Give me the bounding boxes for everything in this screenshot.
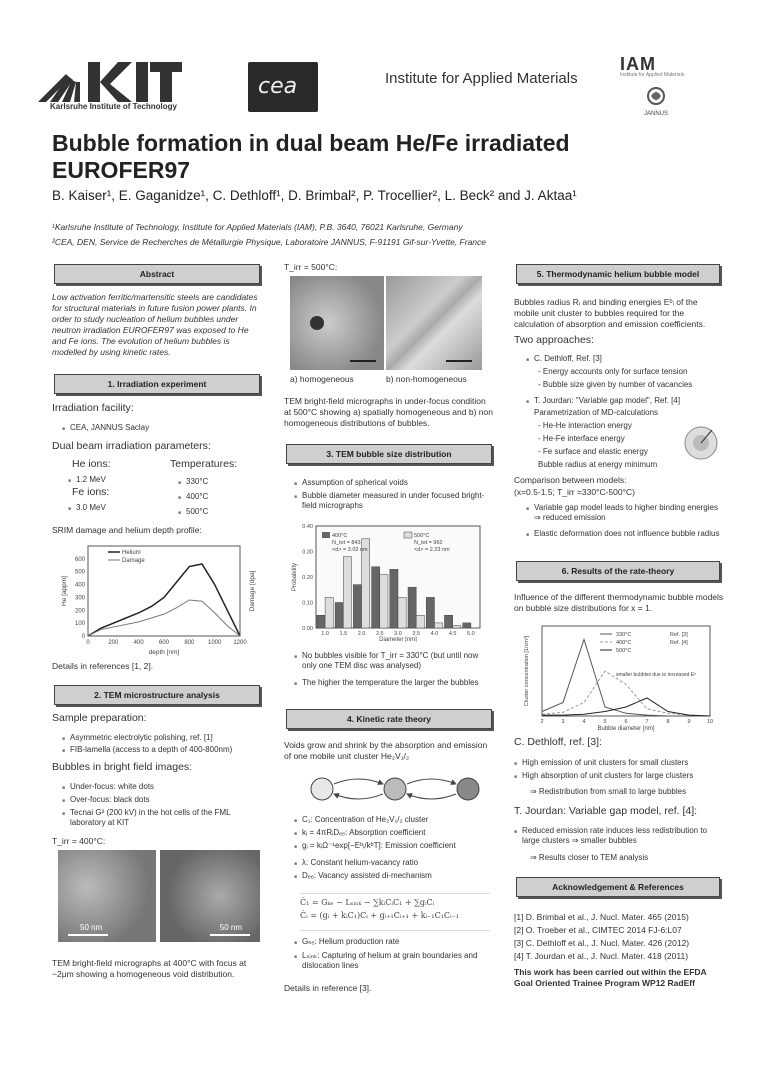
temp-330: ■ 330°C	[186, 477, 208, 487]
srim-ytick: 100	[74, 621, 85, 628]
facility-heading: Irradiation facility:	[52, 402, 134, 414]
details-refs: Details in references [1, 2].	[52, 661, 154, 671]
he-energy: ■ 1.2 MeV	[76, 475, 106, 485]
abstract-text: Low activation ferritic/martensitic steels are candidates for structural materials in future fusion power plants. In order to study nucleation of helium bubbles under neutron irradiation EUROFER97 was exposed to He and Fe ions. The evolution of helium bubbles is modelled by using kinetic rates.	[52, 292, 258, 357]
section5-header: 5. Thermodynamic helium bubble model	[516, 264, 720, 284]
hist-bar	[426, 597, 434, 628]
ref-1: [1] D. Brimbal et al., J. Nucl. Mater. 465 (2015)	[514, 912, 689, 922]
jourdan-1: ■ Reduced emission rate induces less redistribution to large clusters ⇒ smaller bubbles	[522, 826, 722, 846]
hist-xtick: 4.5	[448, 631, 457, 637]
two-approaches: Two approaches:	[514, 334, 594, 346]
hist-ylabel: Probability	[292, 562, 298, 592]
label-non-homogeneous: b) non-homogeneous	[386, 374, 467, 384]
approach-1: ■ C. Dethloff, Ref. [3]	[534, 354, 602, 364]
dethloff-3: ⇒ Redistribution from small to large bubbles	[530, 787, 687, 796]
hist-bar	[444, 615, 452, 628]
jannus-logo: JANNUS	[643, 86, 669, 116]
hist-bar	[463, 623, 471, 628]
prep-item-1: ■ Asymmetric electrolytic polishing, ref. [1]	[70, 733, 213, 743]
bubbles-heading: Bubbles in bright field images:	[52, 761, 193, 773]
hist-xtick: 3.5	[412, 631, 421, 637]
precipitate	[310, 316, 324, 330]
temp-400: ■ 400°C	[186, 492, 208, 502]
srim-xlabel: depth [nm]	[148, 649, 180, 656]
rate-xtick: 6	[624, 719, 628, 725]
params-heading: Dual beam irradiation parameters:	[52, 440, 211, 452]
srim-legend-dmg: Damage	[122, 558, 145, 564]
hist-ytick: 0.40	[302, 524, 313, 530]
scale-bar-2	[210, 934, 250, 936]
ref-2: [2] O. Troeber et al., CIMTEC 2014 FJ-6:L07	[514, 925, 682, 935]
srim-xtick: 800	[184, 640, 195, 646]
bubble-item-3: ■ Tecnai G² (200 kV) in the hot cells of the FML laboratory at KIT	[70, 808, 265, 828]
srim-ytick: 500	[74, 569, 85, 576]
hist-legend-1-d: <d> = 3.02 nm	[332, 547, 368, 553]
s6-text: Influence of the different thermodynamic bubble models on bubble size distributions for x = 1.	[514, 592, 724, 613]
comparison-1: ■ Variable gap model leads to higher binding energies ⇒ reduced emission	[534, 503, 722, 523]
bubble-model-icon	[680, 422, 722, 464]
hist-bar	[398, 597, 406, 628]
approach-1b: - Bubble size given by number of vacancies	[538, 380, 693, 389]
prep-heading: Sample preparation:	[52, 712, 147, 724]
jourdan-heading: T. Jourdan: Variable gap model, ref. [4]:	[514, 805, 698, 817]
caption-400: TEM bright-field micrographs at 400°C with focus at −2μm showing a homogeneous void distribution.	[52, 958, 247, 979]
scale-bar-1	[68, 934, 108, 936]
approach-2a: Parametrization of MD-calculations	[534, 408, 659, 417]
tirr-400-label: T_irr = 400°C:	[52, 836, 106, 846]
micrograph-500-a	[290, 276, 384, 370]
s3-item-3: ■ No bubbles visible for T_irr = 330°C (but until now only one TEM disc was analysed)	[302, 651, 492, 671]
rate-xtick: 4	[582, 719, 586, 725]
hist-xtick: 1.5	[339, 631, 348, 637]
hist-bar	[380, 574, 388, 628]
srim-ylabel-l: He [appm]	[61, 576, 68, 606]
dethloff-1: ■ High emission of unit clusters for small clusters	[522, 758, 688, 768]
rate-legend-1: 400°C	[616, 640, 632, 646]
k-item-6: ■ Gₕₑ: Helium production rate	[302, 937, 399, 947]
rate-ref-1: Ref. [3]	[670, 632, 688, 638]
details-ref3: Details in reference [3].	[284, 983, 372, 993]
srim-ytick: 600	[74, 556, 85, 563]
approach-2: ■ T. Jourdan: "Variable gap model", Ref. [4]	[534, 396, 680, 406]
hist-bar	[353, 585, 361, 628]
section3-header: 3. TEM bubble size distribution	[286, 444, 492, 464]
hist-ytick: 0.00	[302, 626, 313, 632]
srim-xtick: 200	[108, 640, 119, 646]
section6-header: 6. Results of the rate-theory	[516, 561, 720, 581]
comparison-params: (x=0.5-1.5; T_irr =330°C-500°C)	[514, 487, 635, 497]
hist-legend-1-swatch	[322, 532, 330, 538]
hist-bar	[317, 615, 325, 628]
jourdan-2: ⇒ Results closer to TEM analysis	[530, 853, 649, 862]
hist-bar	[453, 625, 461, 628]
section2-header: 2. TEM microstructure analysis	[54, 685, 260, 705]
bubble-size-histogram	[290, 520, 490, 642]
hist-bar	[434, 623, 442, 628]
hist-legend-2: 500°C	[414, 533, 430, 539]
fe-energy: ■ 3.0 MeV	[76, 503, 106, 513]
s3-item-1: ■ Assumption of spherical voids	[302, 478, 408, 488]
k-item-7: ■ Lₛᵢₙₖ: Capturing of helium at grain boundaries and dislocation lines	[302, 951, 492, 971]
hist-xtick: 5.0	[467, 631, 475, 637]
comparison-2: ■ Elastic deformation does not influence bubble radius	[534, 529, 722, 539]
rate-ref-2: Ref. [4]	[670, 640, 688, 646]
srim-chart	[58, 538, 258, 658]
label-homogeneous: a) homogeneous	[290, 374, 354, 384]
prep-item-2: ■ FIB-lamella (access to a depth of 400-800nm)	[70, 745, 232, 755]
rate-xtick: 10	[706, 719, 714, 725]
rate-equations: Ċ₁ = Gₖₑ − Lₛᵢₙₖ − ∑kᵢCᵢC₁ + ∑gᵢCᵢ Ċᵢ = (gᵢ + kᵢC₁)Cᵢ + gᵢ₊₁Cᵢ₊₁ + kᵢ₋₁C₁Cᵢ₋₁	[300, 893, 490, 931]
srim-ylabel-r: Damage [dpa]	[249, 570, 256, 612]
abstract-header: Abstract	[54, 264, 260, 284]
srim-xtick: 1200	[233, 640, 247, 646]
rate-xtick: 8	[666, 719, 670, 725]
ack-text: This work has been carried out within the EFDA Goal Oriented Trainee Program WP12 RadEff	[514, 967, 707, 988]
hist-bar	[390, 569, 398, 628]
srim-xtick: 0	[86, 640, 90, 646]
rate-xtick: 5	[603, 719, 607, 725]
rate-xtick: 3	[561, 719, 565, 725]
rate-note: smaller bubbles due to increased Eᵇ	[616, 672, 696, 678]
srim-legend-he: Helium	[122, 550, 141, 556]
fe-ions-label: Fe ions:	[72, 486, 110, 498]
srim-ytick: 0	[81, 634, 85, 640]
hist-ytick: 0.20	[302, 575, 313, 581]
hist-xtick: 2.5	[375, 631, 384, 637]
ref-4: [4] T. Jourdan et al., J. Nucl. Mater. 418 (2011)	[514, 951, 689, 961]
hist-legend-2-d: <d> = 2.23 nm	[414, 547, 450, 553]
s3-item-2: ■ Bubble diameter measured in under focused bright-field micrographs	[302, 491, 492, 511]
ref-3: [3] C. Dethloff et al., J. Nucl. Mater. 426 (2012)	[514, 938, 690, 948]
authors: B. Kaiser¹, E. Gaganidze¹, C. Dethloff¹, D. Brimbal², P. Trocellier², L. Beck² and J. Aktaa¹	[52, 188, 577, 203]
srim-line-1	[88, 600, 240, 636]
temperatures-label: Temperatures:	[170, 458, 238, 470]
hist-legend-1: 400°C	[332, 533, 348, 539]
hist-xtick: 3.0	[394, 631, 402, 637]
rate-ylabel: Cluster concentration [1/cm³]	[524, 635, 530, 707]
kinetic-diagram	[300, 768, 490, 810]
srim-ytick: 200	[74, 608, 85, 615]
section1-header: 1. Irradiation experiment	[54, 374, 260, 394]
srim-line-0	[88, 564, 240, 636]
k-item-3: ■ gᵢ = kᵢΩ⁻¹exp[−Eᵇᵢ/kᵇT]: Emission coefficient	[302, 841, 456, 851]
caption-500: TEM bright-field micrographs in under-focus condition at 500°C showing a) spatially homogeneous and b) non homogeneous distributions of bubbles.	[284, 396, 493, 428]
micrograph-400-underfocus: 50 nm	[58, 850, 156, 942]
hist-xlabel: Diameter [nm]	[379, 637, 417, 642]
rate-xtick: 9	[687, 719, 691, 725]
approach-2e: Bubble radius at energy minimum	[538, 460, 658, 469]
scale-bar-3	[350, 360, 376, 362]
approach-2b: - He-He interaction energy	[538, 421, 632, 430]
comparison: Comparison between models:	[514, 475, 627, 485]
srim-ytick: 300	[74, 595, 85, 602]
micrograph-400-overfocus: 50 nm	[160, 850, 260, 942]
micrograph-500-b	[386, 276, 482, 370]
section4-header: 4. Kinetic rate theory	[286, 709, 492, 729]
tirr-500-label: T_irr = 500°C:	[284, 262, 338, 272]
bubble-item-2: ■ Over-focus: black dots	[70, 795, 150, 805]
kit-subtitle: Karlsruhe Institute of Technology	[50, 102, 177, 111]
srim-caption: SRIM damage and helium depth profile:	[52, 525, 202, 535]
hist-bar	[372, 567, 380, 628]
s3-item-4: ■ The higher the temperature the larger the bubbles	[302, 678, 492, 688]
cea-logo: cea	[248, 62, 318, 112]
hist-ytick: 0.30	[302, 549, 313, 556]
hist-bar	[408, 587, 416, 628]
srim-xtick: 400	[133, 640, 144, 646]
dethloff-heading: C. Dethloff, ref. [3]:	[514, 736, 602, 748]
hist-ytick: 0.10	[302, 600, 313, 607]
srim-ytick: 400	[74, 582, 85, 589]
scale-bar-4	[446, 360, 472, 362]
institute-name: Institute for Applied Materials	[385, 70, 578, 87]
bubble-item-1: ■ Under-focus: white dots	[70, 782, 154, 792]
k-item-1: ■ C₁: Concentration of He₂V₁/₂ cluster	[302, 815, 428, 825]
hist-xtick: 4.0	[430, 631, 439, 637]
rate-xlabel: Bubble diameter [nm]	[597, 726, 655, 732]
dethloff-2: ■ High absorption of unit clusters for large clusters	[522, 771, 693, 781]
rate-xtick: 2	[540, 719, 544, 725]
he-ions-label: He ions:	[72, 458, 111, 470]
s4-text: Voids grow and shrink by the absorption and emission of one mobile unit cluster He₂V₁/₂	[284, 740, 488, 761]
approach-2d: - Fe surface and elastic energy	[538, 447, 648, 456]
hist-xtick: 2.0	[357, 631, 366, 637]
hist-bar	[335, 603, 343, 629]
hist-xtick: 1.0	[321, 631, 329, 637]
hist-legend-1-n: N_tot = 843	[332, 540, 361, 546]
srim-xtick: 1000	[207, 640, 222, 646]
ack-header: Acknowledgement & References	[516, 877, 720, 897]
poster-title: Bubble formation in dual beam He/Fe irradiated EUROFER97	[52, 130, 570, 183]
affiliations: ¹Karlsruhe Institute of Technology, Institute for Applied Materials (IAM), P.B. 3640, 76021 Karlsruhe, Germany ²CEA, DEN, Service de Recherches de Métallurgie Physique, Laboratoire JANNUS, F-91191 Gif-sur-Yvette, France	[52, 222, 486, 247]
iam-logo: IAM Institute for Applied Materials	[620, 54, 685, 78]
rate-xtick: 7	[645, 719, 649, 725]
approach-2c: - He-Fe interface energy	[538, 434, 625, 443]
k-item-4: ■ λ: Constant helium-vacancy ratio	[302, 858, 418, 868]
srim-xtick: 600	[158, 640, 170, 646]
k-item-5: ■ Dₑₑ: Vacancy assisted di-mechanism	[302, 871, 432, 881]
facility-item: ■ CEA, JANNUS Saclay	[70, 423, 149, 433]
s5-text: Bubbles radius Rᵢ and binding energies Eᵇᵢ of the mobile unit cluster to bubbles required for the calculation of absorption and emission coefficients.	[514, 297, 706, 329]
rate-legend-0: 330°C	[616, 632, 632, 638]
hist-bar	[416, 615, 424, 628]
approach-1a: - Energy accounts only for surface tension	[538, 367, 688, 376]
rate-theory-chart	[520, 620, 720, 732]
hist-legend-2-n: N_tot = 962	[414, 540, 443, 546]
rate-legend-2: 500°C	[616, 648, 632, 654]
k-item-2: ■ kᵢ = 4πRᵢDₑₑ: Absorption coefficient	[302, 828, 425, 838]
hist-bar	[325, 597, 333, 628]
hist-bar	[343, 557, 351, 628]
temp-500: ■ 500°C	[186, 507, 208, 517]
hist-legend-2-swatch	[404, 532, 412, 538]
